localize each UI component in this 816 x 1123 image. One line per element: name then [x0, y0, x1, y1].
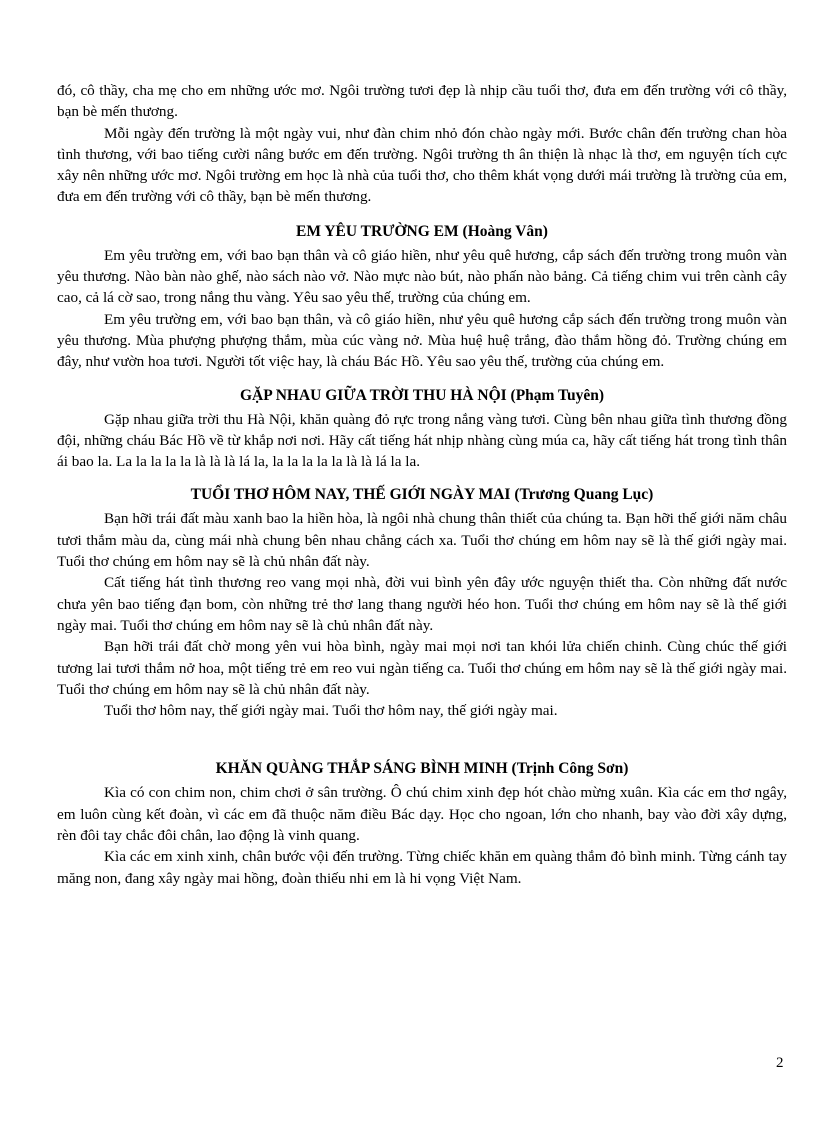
- lyric-paragraph: Kìa có con chim non, chim chơi ở sân trường. Ô chú chim xinh đẹp hót chào mừng xuân. Kìa các em thơ ngây, em luôn cùng kết đoàn, vì các em đã thuộc năm điều Bác dạy. Học cho ngoan, lớn cho nhanh, bay vào đời xây dựng, rèn đôi tay chắc đôi chân, lao động là vinh quang.: [57, 784, 787, 845]
- lyric-paragraph: Gặp nhau giữa trời thu Hà Nội, khăn quàng đỏ rực trong nắng vàng tươi. Cùng bên nhau giữa tình thương đồng đội, những cháu Bác Hồ về từ khắp nơi nơi. Hãy cất tiếng hát nhịp nhàng cùng múa ca, hãy cất tiếng hát trong tình thân ái bao la. La la la la la là là là lá la, la la la la la là là lá la la.: [57, 410, 787, 471]
- section-gap-nhau-giua-troi-thu-ha-noi: [57, 385, 787, 473]
- section-title: GẶP NHAU GIỮA TRỜI THU HÀ NỘI (Phạm Tuyên): [239, 386, 605, 404]
- lyric-paragraph: Bạn hỡi trái đất màu xanh bao la hiền hòa, là ngôi nhà chung thân thiết của chúng ta. Bạn hỡi thế giới năm châu tươi thắm màu da, cùng mái nhà chung bên nhau chẳng cách xa. Tuổi thơ chúng em hôm nay sẽ là thế giới ngày mai. Tuổi thơ chúng em hôm nay sẽ là chủ nhân đất này.: [57, 510, 787, 571]
- lyric-paragraph: Cất tiếng hát tình thương reo vang mọi nhà, đời vui bình yên đây ước nguyện thiết tha. Còn những đất nước chưa yên bao tiếng đạn bom, còn những trẻ thơ lang thang người héo hon. Tuổi thơ chúng em hôm nay sẽ là thế giới ngày mai. Tuổi thơ chúng em hôm nay sẽ là chủ nhân đất này.: [57, 574, 787, 634]
- intro-paragraph-1: đó, cô thầy, cha mẹ cho em những ước mơ. Ngôi trường tươi đẹp là nhịp cầu tuổi thơ, đưa em đến trường với cô thầy, bạn bè mến thương.: [57, 82, 787, 121]
- page-number: 2: [776, 1055, 784, 1071]
- section-title: TUỔI THƠ HÔM NAY, THẾ GIỚI NGÀY MAI (Trương Quang Lục): [190, 486, 654, 504]
- intro-paragraph-2: Mỗi ngày đến trường là một ngày vui, như đàn chim nhỏ đón chào ngày mới. Bước chân đến trường chan hòa tình thương, với bao tiếng cười nâng bước em đến trường. Ngôi trường th ân thiện là nhạc là thơ, em nguyện tích cực xây nên những ước mơ. Ngôi trường em học là nhà của tuổi thơ, cho thêm khát vọng dưới mái trường là trường của em, đưa em đến trường với cô thầy, bạn bè mến thương.: [57, 124, 787, 206]
- section-khan-quang-thap-sang-binh-minh: [57, 758, 787, 888]
- section-title: EM YÊU TRƯỜNG EM (Hoàng Vân): [296, 222, 548, 240]
- lyric-paragraph: Em yêu trường em, với bao bạn thân, và cô giáo hiền, như yêu quê hương cắp sách đến trường trong muôn vàn yêu thương. Mùa phượng phượng thắm, mùa cúc vàng nở. Mùa huệ huệ trắng, đào thắm hồng đỏ. Trường chúng em đây, như vườn hoa tươi. Người tốt việc hay, là cháu Bác Hồ. Yêu sao yêu thế, trường của chúng em.: [57, 310, 787, 371]
- intro-block: [57, 80, 787, 208]
- lyric-paragraph: Kìa các em xinh xinh, chân bước vội đến trường. Từng chiếc khăn em quàng thắm đỏ bình minh. Từng cánh tay măng non, đang xây ngày mai hồng, đoàn thiếu nhi em là hi vọng Việt Nam.: [57, 848, 787, 887]
- section-em-yeu-truong-em: [57, 221, 787, 373]
- section-title: KHĂN QUÀNG THẮP SÁNG BÌNH MINH (Trịnh Công Sơn): [215, 760, 629, 778]
- lyric-paragraph: Bạn hỡi trái đất chờ mong yên vui hòa bình, ngày mai mọi nơi tan khói lửa chiến chinh. Cùng chúc thế giới tương lai tươi thắm nở hoa, một tiếng trẻ em reo vui ngàn tiếng ca. Tuổi thơ chúng em hôm nay sẽ là thế giới ngày mai. Tuổi thơ chúng em hôm nay sẽ là chủ nhân đất này.: [57, 638, 787, 698]
- lyric-paragraph: Em yêu trường em, với bao bạn thân và cô giáo hiền, như yêu quê hương, cắp sách đến trường trong muôn vàn yêu thương. Nào bàn nào ghế, nào sách nào vở. Nào mực nào bút, nào phấn nào bảng. Cả tiếng chim vui trên cành cây cao, cả lá cờ sao, trong nắng thu vàng. Yêu sao yêu thế, trường của chúng em.: [57, 246, 787, 307]
- lyric-paragraph: Tuổi thơ hôm nay, thế giới ngày mai. Tuổi thơ hôm nay, thế giới ngày mai.: [104, 702, 558, 720]
- section-tuoi-tho-hom-nay: [57, 484, 787, 721]
- document-page: [57, 80, 787, 889]
